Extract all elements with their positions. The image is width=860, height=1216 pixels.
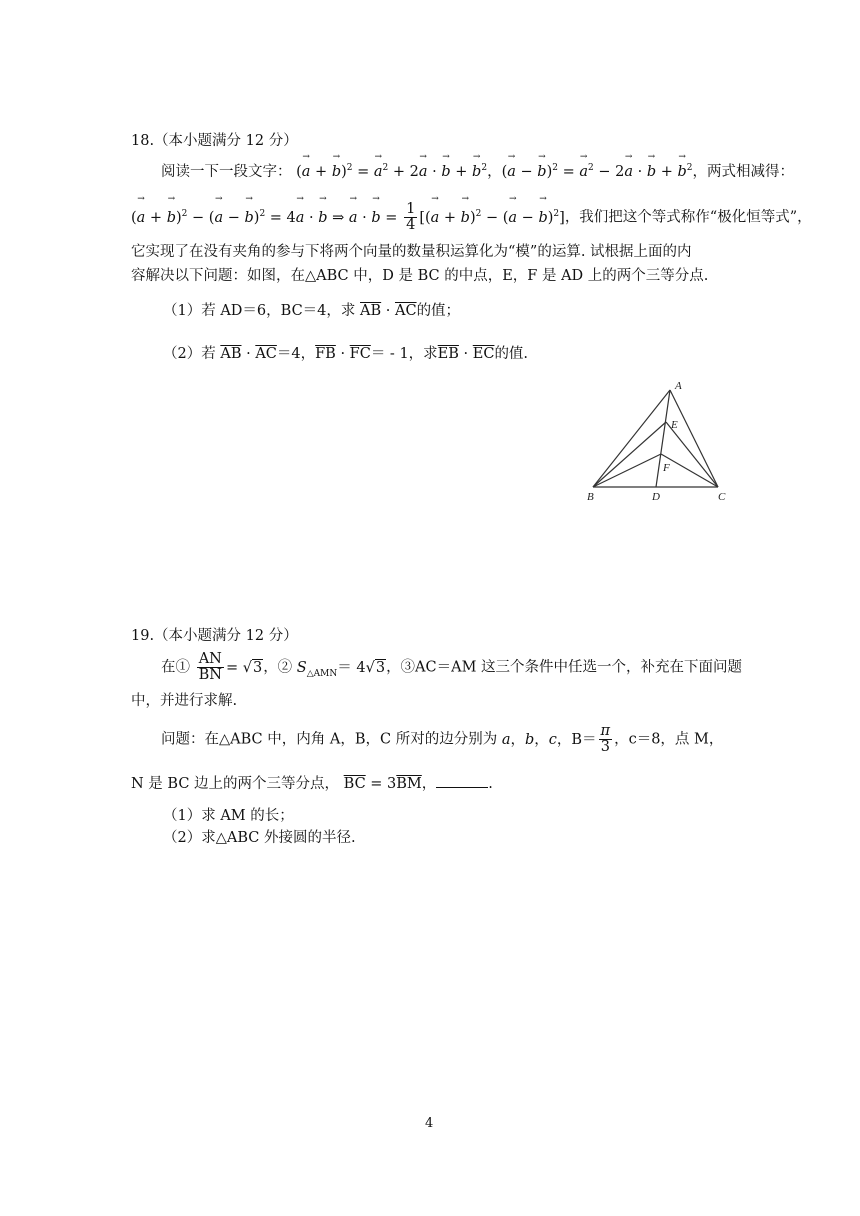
q18-part2-d: 的值. xyxy=(494,346,529,362)
q19-bc-equals-3bm: $\overline{BC} = 3\overline{BM}$ xyxy=(343,776,422,792)
q19-conditions-line xyxy=(161,652,742,683)
q18-line3: 它实现了在没有夹角的参与下将两个向量的数量积运算化为“模”的运算. 试根据上面的内 xyxy=(131,244,692,260)
label-e: E xyxy=(671,419,678,431)
q19-problem-b: ，c＝8，点 M， xyxy=(614,731,724,748)
q18-formula-diff-square: (→ a − → b)$^2$ = → $a^2 - 2\to a$ · → b + → $b^2$ xyxy=(502,164,693,180)
q19-part2: （2）求△ABC 外接圆的半径. xyxy=(163,830,356,846)
page-number: 4 xyxy=(425,1116,434,1131)
q18-identity-tail: ，我们把这个等式称作“极化恒等式”， xyxy=(564,209,812,226)
q18-intro-a: 阅读一下一段文字： xyxy=(161,164,292,180)
q19-line2: 中，并进行求解. xyxy=(131,693,238,709)
segment-ce xyxy=(666,422,718,487)
q18-intro-b: ，两式相减得： xyxy=(692,164,795,180)
q18-part2-ab-ac: $\overline{AB} \cdot \overline{AC}$ xyxy=(220,346,277,362)
q19-cond-a: 在① xyxy=(161,659,190,676)
label-d: D xyxy=(652,491,660,503)
segment-be xyxy=(593,422,666,487)
triangle-diagram xyxy=(583,372,743,507)
q19-sides-and-angle: a，b，c，B＝ $\frac{\pi}{3}$ xyxy=(501,723,611,755)
q18-part2-a: （2）若 xyxy=(163,346,216,362)
q18-part2-fb-fc: $\overline{FB} \cdot \overline{FC}$ xyxy=(315,346,371,362)
q19-line4-a: N 是 BC 边上的两个三等分点， xyxy=(131,776,340,792)
q18-part2-c: ＝ - 1，求 xyxy=(370,346,438,362)
label-c: C xyxy=(718,491,726,503)
q18-line4: 容解决以下问题：如图，在△ABC 中，D 是 BC 的中点，E，F 是 AD 上的两个三等分点. xyxy=(131,268,709,284)
q19-heading: 19.（本小题满分 12 分） xyxy=(131,628,298,644)
q18-part1-a: （1）若 AD＝6，BC＝4，求 xyxy=(163,303,356,319)
q19-line4: N 是 BC 边上的两个三等分点， $\overline{BC} = 3\overline{BM}$， . xyxy=(131,773,493,794)
q18-part2-b: ＝4， xyxy=(276,346,316,362)
q18-part1 xyxy=(163,301,460,321)
q19-cond-c: ，③AC＝AM 这三个条件中任选一个，补充在下面问题 xyxy=(386,659,743,676)
triangle-figure xyxy=(583,372,743,507)
q19-cond-b: ，② xyxy=(263,659,293,676)
label-b: B xyxy=(587,491,594,503)
q18-identity-line xyxy=(131,202,812,233)
q19-part1: （1）求 AM 的长； xyxy=(163,808,294,824)
q19-answer-blank xyxy=(436,773,488,788)
q18-part2-eb-ec: $\overline{EB} \cdot \overline{EC}$ xyxy=(437,346,495,362)
q18-part1-b: 的值； xyxy=(416,303,461,319)
q18-heading: 18.（本小题满分 12 分） xyxy=(131,133,298,149)
q18-intro-line: 阅读一下一段文字： (→ a + → b)$^2$ = → $a^2 + 2\to a$ · → b + → $b^2$，(→ a − → b)$^2$ = → $a^2 - 2\to a$ · → b + → $b^2$，两式相减得： xyxy=(161,162,794,182)
q18-part2 xyxy=(163,344,528,364)
segment-bf xyxy=(593,454,661,487)
q18-formula-sum-square: (→ a + → b)$^2$ = → $a^2 + 2\to a$ · → b + → $b^2$ xyxy=(296,164,487,180)
q19-condition-1: $\frac{AN}{BN}$ = √3 xyxy=(198,651,263,683)
q19-problem-line xyxy=(161,724,723,755)
q18-part1-vector-product: $\overline{AB} \cdot \overline{AC}$ xyxy=(360,303,417,319)
label-f: F xyxy=(663,462,670,474)
q19-condition-2: $S_{\triangle AMN}= 4√3$ xyxy=(296,659,386,679)
label-a: A xyxy=(675,380,682,392)
q18-polarization-identity: (→ a + → b)$^2$ − (→ a − → b)$^2$ = 4→ a · → b ⇒ → a · → b = $\frac{1}{4}$ [(→ a + → b)$^2$ − (→ a − → b)$^2$] xyxy=(131,210,565,226)
q19-problem-a: 问题：在△ABC 中，内角 A，B，C 所对的边分别为 xyxy=(161,731,498,748)
